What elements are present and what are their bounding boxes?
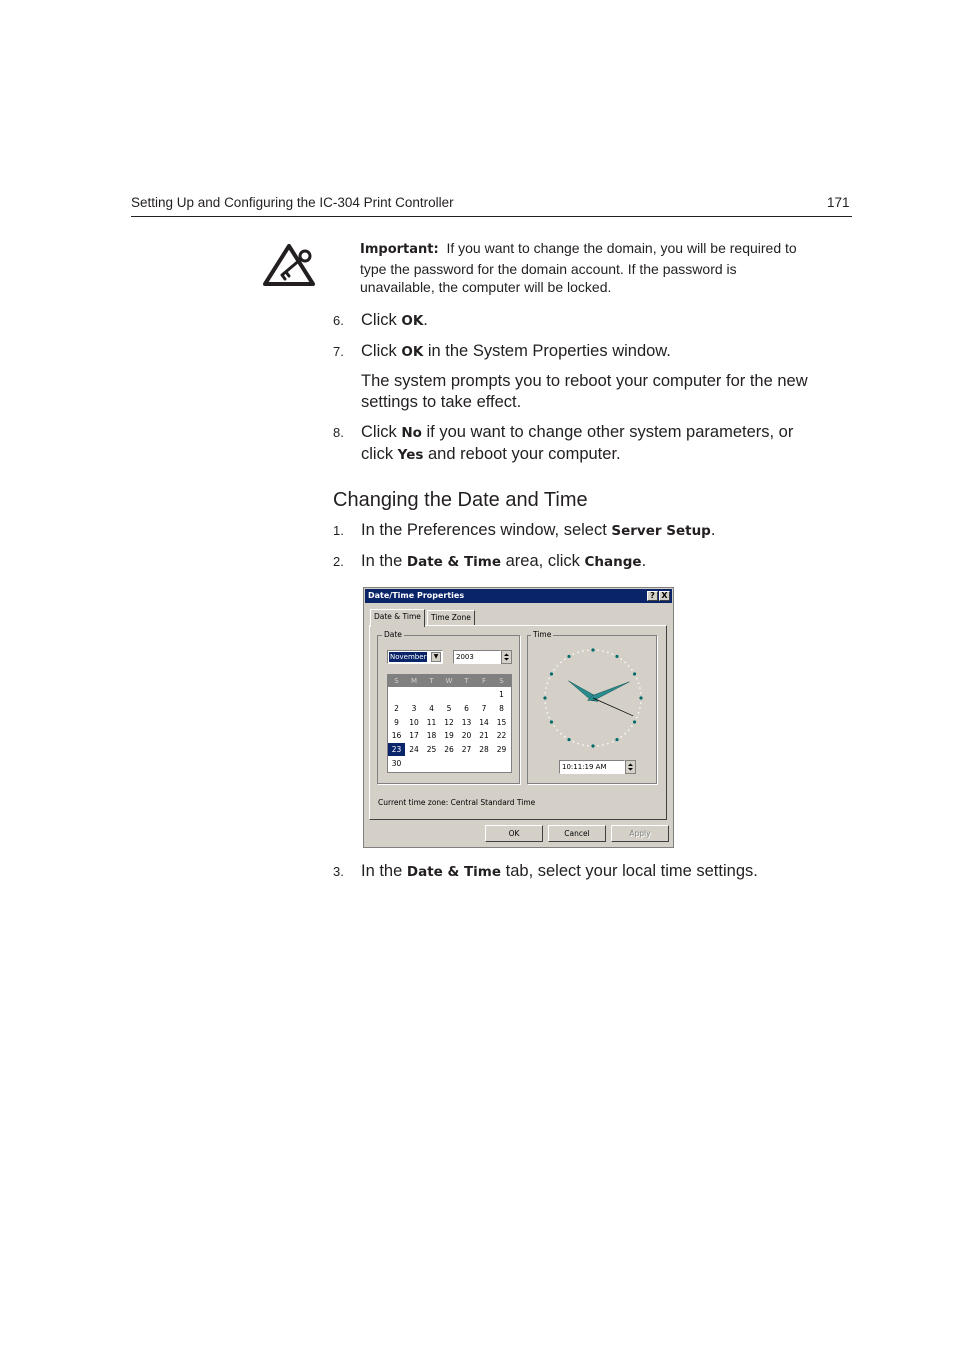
- clock-minute-mark: [638, 682, 640, 684]
- clock-hour-mark: [550, 672, 553, 675]
- calendar-day[interactable]: 13: [461, 717, 472, 727]
- calendar-day[interactable]: 15: [496, 717, 507, 727]
- clock-minute-mark: [636, 678, 638, 680]
- year-spinner[interactable]: [501, 650, 512, 664]
- weekday-label: S: [394, 677, 399, 685]
- calendar-day[interactable]: 28: [479, 745, 489, 755]
- ui-term: OK: [401, 313, 424, 329]
- clock-minute-mark: [640, 692, 642, 694]
- clock-minute-mark: [587, 745, 589, 747]
- calendar-day[interactable]: 20: [461, 731, 472, 741]
- year-field[interactable]: [453, 650, 501, 664]
- ui-term: Change: [584, 554, 642, 570]
- clock-minute-mark: [573, 741, 575, 743]
- apply-button[interactable]: Apply: [611, 825, 669, 842]
- clock-minute-mark: [547, 712, 549, 714]
- clock-hour-mark: [615, 655, 618, 658]
- clock-minute-mark: [607, 743, 609, 745]
- clock-minute-mark: [612, 741, 614, 743]
- clock-minute-mark: [560, 662, 562, 664]
- step-text: tab, select your local time settings.: [501, 862, 758, 880]
- calendar-day[interactable]: 29: [496, 745, 507, 755]
- clock-minute-mark: [553, 669, 555, 671]
- ok-button[interactable]: OK: [485, 825, 543, 842]
- clock-minute-mark: [607, 652, 609, 654]
- current-time-zone-text: Current time zone: Central Standard Time: [378, 798, 536, 807]
- minute-hand: [588, 682, 630, 701]
- step-text: Click: [361, 311, 402, 329]
- important-note: [360, 239, 840, 297]
- important-line-2: type the password for the domain account. If the password is: [360, 260, 737, 277]
- weekday-label: S: [499, 677, 504, 685]
- calendar-day[interactable]: 3: [411, 703, 417, 713]
- weekday-label: W: [445, 677, 453, 685]
- weekday-label: M: [410, 677, 418, 685]
- clock-hour-mark: [639, 696, 642, 699]
- calendar-day[interactable]: 2: [394, 703, 399, 713]
- ui-term: Date & Time: [406, 864, 502, 880]
- header-rule: [131, 216, 852, 217]
- clock-minute-mark: [639, 707, 641, 709]
- calendar-day[interactable]: 12: [444, 717, 454, 727]
- clock-minute-mark: [620, 736, 622, 738]
- clock-hour-mark: [633, 672, 636, 675]
- step-number: 8.: [333, 425, 344, 440]
- clock-minute-mark: [597, 745, 599, 747]
- cancel-button[interactable]: Cancel: [548, 825, 606, 842]
- step-text: Click: [361, 342, 402, 360]
- calendar-day[interactable]: 25: [426, 745, 437, 755]
- clock-minute-mark: [560, 733, 562, 735]
- ui-term: Yes: [397, 447, 424, 463]
- step-text: In the: [361, 552, 407, 570]
- clock-minute-mark: [557, 665, 559, 667]
- date-time-properties-dialog: [363, 587, 674, 848]
- clock-minute-mark: [564, 658, 566, 660]
- clock-minute-mark: [547, 682, 549, 684]
- dialog-title: Date/Time Properties: [368, 591, 465, 600]
- step-text: if you want to change other system parameters, or: [421, 423, 794, 441]
- step-text: .: [710, 521, 716, 539]
- clock-minute-mark: [628, 665, 630, 667]
- tab-time-zone[interactable]: Time Zone: [427, 610, 475, 626]
- clock-hour-mark: [615, 738, 618, 741]
- step-number: 3.: [333, 864, 344, 879]
- spinner-arrows-icon: [626, 761, 635, 773]
- clock-minute-mark: [573, 653, 575, 655]
- weekday-label: F: [481, 677, 487, 685]
- chevron-down-icon[interactable]: ▼: [431, 652, 441, 662]
- step-text: area, click: [501, 552, 585, 570]
- calendar-day[interactable]: 7: [481, 703, 487, 713]
- close-button[interactable]: X: [659, 591, 670, 601]
- calendar-day[interactable]: 5: [446, 703, 452, 713]
- step-text: .: [423, 311, 428, 329]
- clock-minute-mark: [557, 729, 559, 731]
- calendar-day[interactable]: 18: [426, 731, 437, 741]
- ui-term: Server Setup: [611, 523, 711, 539]
- clock-hour-mark: [591, 648, 594, 651]
- step-text: Click: [361, 423, 402, 441]
- clock-minute-mark: [544, 692, 546, 694]
- clock-minute-mark: [544, 702, 546, 704]
- clock-hour-mark: [543, 696, 546, 699]
- calendar-grid[interactable]: [387, 674, 512, 773]
- step-text: in the System Properties window.: [423, 342, 671, 360]
- clock-minute-mark: [545, 687, 547, 689]
- calendar-day[interactable]: 6: [464, 703, 469, 713]
- time-spinner[interactable]: [625, 760, 636, 774]
- weekday-label: T: [464, 677, 469, 685]
- step-text: In the: [361, 862, 407, 880]
- calendar-day[interactable]: 14: [479, 717, 489, 727]
- step-text: and reboot your computer.: [423, 445, 621, 463]
- clock-minute-mark: [553, 725, 555, 727]
- clock-minute-mark: [548, 678, 550, 680]
- important-line-1: If you want to change the domain, you will be required to: [446, 240, 797, 256]
- calendar-day[interactable]: 24: [409, 745, 419, 755]
- clock-hour-mark: [591, 744, 594, 747]
- clock-hands: [568, 681, 633, 716]
- calendar-day[interactable]: 11: [426, 717, 437, 727]
- weekday-label: T: [429, 677, 434, 685]
- calendar-day[interactable]: 9: [394, 717, 399, 727]
- step-number: 6.: [333, 313, 344, 328]
- clock-minute-mark: [631, 725, 633, 727]
- clock-minute-mark: [577, 743, 579, 745]
- ui-term: OK: [401, 344, 424, 360]
- clock-minute-mark: [564, 736, 566, 738]
- calendar-day[interactable]: 19: [444, 731, 454, 741]
- calendar-day[interactable]: 10: [409, 717, 419, 727]
- time-value: 10:11:19 AM: [562, 763, 607, 771]
- section-heading: Changing the Date and Time: [333, 489, 588, 511]
- step-1: [361, 520, 715, 542]
- step-6: [361, 310, 428, 332]
- clock-minute-mark: [624, 733, 626, 735]
- calendar-day[interactable]: 16: [391, 731, 402, 741]
- step-number: 7.: [333, 344, 344, 359]
- clock-minute-mark: [597, 649, 599, 651]
- calendar-day[interactable]: 30: [391, 759, 402, 768]
- calendar-day[interactable]: 8: [499, 703, 504, 713]
- clock-minute-mark: [582, 650, 584, 652]
- clock-hour-mark: [567, 655, 570, 658]
- clock-minute-mark: [602, 744, 604, 746]
- help-button[interactable]: ?: [647, 591, 658, 601]
- clock-hour-mark: [567, 738, 570, 741]
- clock-hour-mark: [633, 720, 636, 723]
- step-2: [361, 551, 646, 573]
- month-select[interactable]: [387, 650, 443, 664]
- clock-minute-mark: [620, 658, 622, 660]
- paragraph-line-1: The system prompts you to reboot your computer for the new: [361, 372, 808, 390]
- calendar-day[interactable]: 21: [479, 731, 489, 741]
- step-text: click: [361, 445, 398, 463]
- clock-minute-mark: [612, 653, 614, 655]
- running-header-title: Setting Up and Configuring the IC-304 Print Controller: [131, 195, 454, 210]
- month-value: November: [390, 653, 427, 661]
- clock-minute-mark: [602, 650, 604, 652]
- reboot-paragraph: [361, 371, 808, 413]
- step-number: 1.: [333, 523, 344, 538]
- clock-minute-mark: [548, 717, 550, 719]
- calendar-day[interactable]: 17: [409, 731, 419, 741]
- clock-minute-mark: [624, 662, 626, 664]
- step-number: 2.: [333, 554, 344, 569]
- time-group-label: Time: [533, 630, 552, 639]
- spinner-arrows-icon: [502, 651, 511, 663]
- calendar-day[interactable]: 27: [461, 745, 472, 755]
- step-text: .: [641, 552, 647, 570]
- clock-minute-mark: [545, 707, 547, 709]
- important-line-3: unavailable, the computer will be locked.: [360, 279, 612, 296]
- clock-minute-mark: [638, 712, 640, 714]
- clock-minute-mark: [640, 702, 642, 704]
- clock-minute-mark: [636, 717, 638, 719]
- clock-minute-mark: [631, 669, 633, 671]
- step-8: [361, 422, 793, 466]
- calendar-day[interactable]: 23: [388, 743, 405, 756]
- important-label: Important:: [360, 242, 439, 257]
- ui-term: Date & Time: [406, 554, 502, 570]
- calendar-day[interactable]: 22: [496, 731, 507, 741]
- tab-date-time[interactable]: Date & Time: [370, 609, 425, 627]
- step-text: In the Preferences window, select: [361, 521, 612, 539]
- calendar-weekday-header: [388, 675, 511, 687]
- calendar-day[interactable]: 4: [429, 703, 434, 713]
- year-value: 2003: [456, 653, 474, 661]
- date-group-label: Date: [384, 630, 402, 639]
- analog-clock: [541, 648, 645, 748]
- clock-minute-mark: [577, 652, 579, 654]
- step-3: [361, 861, 758, 883]
- clock-minute-mark: [582, 744, 584, 746]
- clock-minute-mark: [639, 687, 641, 689]
- second-hand: [593, 698, 633, 716]
- clock-minute-mark: [628, 729, 630, 731]
- page-number: 171: [827, 195, 850, 210]
- calendar-day[interactable]: 26: [444, 745, 454, 755]
- important-key-icon: [262, 242, 316, 288]
- step-7: [361, 341, 671, 363]
- dialog-titlebar: [365, 589, 672, 603]
- calendar-day[interactable]: 1: [499, 690, 504, 699]
- clock-hour-mark: [550, 720, 553, 723]
- time-field[interactable]: [559, 760, 625, 774]
- clock-minute-mark: [587, 649, 589, 651]
- paragraph-line-2: settings to take effect.: [361, 393, 522, 411]
- ui-term: No: [401, 425, 422, 441]
